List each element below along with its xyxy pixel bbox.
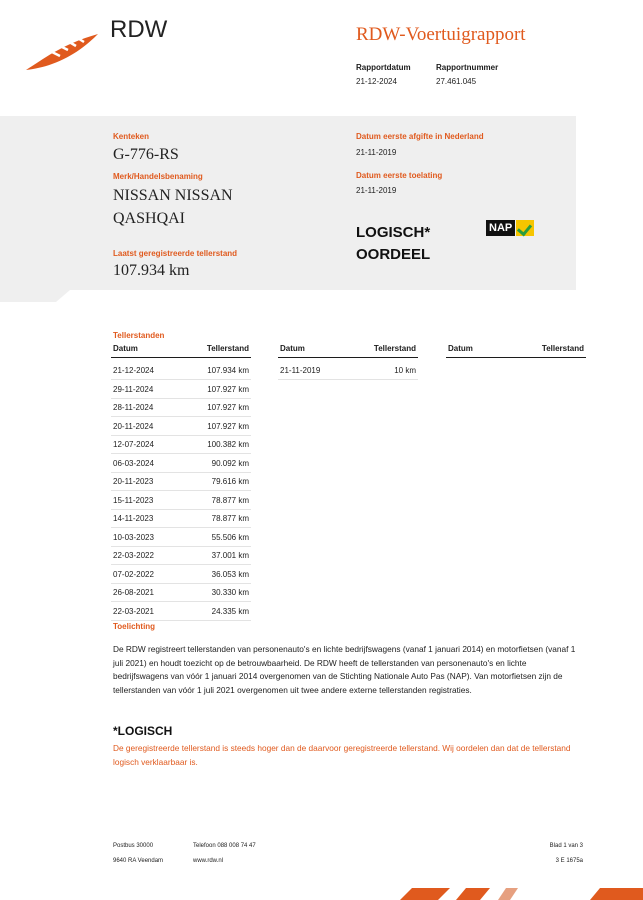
odometer-row-reading: 36.053 km: [211, 569, 249, 579]
odometer-value: 107.934 km: [113, 262, 190, 279]
table-1-header-line: [111, 357, 251, 358]
table-2-header-line: [278, 357, 418, 358]
col-date-header: Datum: [280, 344, 305, 353]
logisch-text: De geregistreerde tellerstand is steeds hoger dan de daarvoor geregistreerde tellerstand. Wij oordelen dan dat de tellerstand logisch verklaarbaar is.: [113, 743, 571, 767]
report-date-label: Rapportdatum: [356, 63, 411, 72]
odometer-row-reading: 55.506 km: [211, 532, 249, 542]
first-admission-date: 21-11-2019: [356, 186, 397, 195]
footer-phone: Telefoon 088 008 74 47: [193, 843, 256, 849]
explanation-text: De RDW registreert tellerstanden van personenauto's en lichte bedrijfswagens (vanaf 1 januari 2014) en motorfietsen (vanaf 1 juli 2021) en houdt toezicht op de betrouwbaarheid. De RDW heeft de tellerstanden van personenauto's en lichte bedrijfswagens van vóór 1 januari 2014 overgenomen van de Stichting Nationale Auto Pas (NAP). Van motorfietsen zijn de tellerstanden van vóór 1 juli 2021 overgenomen uit twee andere externe tellerstanden registraties.: [113, 644, 576, 696]
odometer-row-date: 20-11-2024: [113, 421, 154, 431]
odometer-row-reading: 10 km: [394, 366, 416, 375]
odometer-row: [111, 602, 251, 621]
brand-name: RDW: [110, 16, 168, 43]
footer-code: 3 E 1675a: [555, 858, 583, 864]
odometer-row: [111, 454, 251, 473]
odometer-row-reading: 37.001 km: [211, 551, 249, 560]
col-reading-header: Tellerstand: [373, 344, 416, 353]
rdw-feather-logo-icon: [22, 30, 102, 72]
explanation-title: Toelichting: [113, 622, 156, 631]
first-nl-label: Datum eerste afgifte in Nederland: [356, 132, 484, 141]
odometer-row-date: 06-03-2024: [113, 458, 154, 468]
report-number-label: Rapportnummer: [436, 63, 499, 72]
odometer-row: [111, 546, 251, 565]
make-label: Merk/Handelsbenaming: [113, 172, 203, 181]
odometer-row-date: 22-03-2021: [113, 606, 154, 616]
odometer-row-date: 20-11-2023: [113, 477, 154, 486]
odometer-row-reading: 107.927 km: [207, 384, 249, 394]
page-title: RDW-Voertuigrapport: [356, 24, 526, 45]
odometer-label: Laatst geregistreerde tellerstand: [113, 249, 238, 258]
footer-address-1: Postbus 30000: [113, 843, 154, 849]
odometer-row-date: 14-11-2023: [113, 514, 154, 523]
footer-stripes-icon: [390, 888, 643, 900]
footer-web[interactable]: www.rdw.nl: [193, 858, 224, 864]
col-date-header: Datum: [113, 344, 138, 353]
odometer-row-reading: 90.092 km: [211, 458, 249, 468]
odometer-row-reading: 107.927 km: [207, 403, 249, 412]
verdict-line-2: OORDEEL: [356, 246, 431, 263]
vehicle-summary-panel: [0, 116, 576, 290]
odometer-row-reading: 24.335 km: [211, 606, 249, 616]
odometer-row-date: 28-11-2024: [113, 403, 154, 412]
logisch-heading: *LOGISCH: [113, 724, 173, 738]
odometer-row: [111, 380, 251, 399]
odometer-row: [111, 361, 251, 380]
nap-logo-text: NAP: [486, 220, 515, 236]
plate-label: Kenteken: [113, 132, 150, 141]
odometer-row: [111, 509, 251, 528]
nap-logo-icon: [486, 219, 534, 237]
odometer-section-title: Tellerstanden: [113, 331, 165, 340]
odometer-row-reading: 107.934 km: [207, 366, 249, 375]
col-date-header: Datum: [448, 344, 473, 353]
odometer-row-reading: 30.330 km: [211, 588, 249, 597]
odometer-row-date: 26-08-2021: [113, 588, 154, 597]
report-number: 27.461.045: [436, 77, 477, 86]
odometer-row: [111, 528, 251, 547]
odometer-row: [111, 398, 251, 417]
col-reading-header: Tellerstand: [541, 344, 584, 353]
footer-page: Blad 1 van 3: [549, 843, 583, 849]
make-line-2: QASHQAI: [113, 210, 185, 227]
verdict-line-1: LOGISCH*: [356, 224, 431, 241]
odometer-row-date: 12-07-2024: [113, 440, 154, 449]
odometer-row-reading: 100.382 km: [207, 440, 249, 449]
make-line-1: NISSAN NISSAN: [113, 187, 233, 204]
odometer-row-date: 21-12-2024: [113, 366, 154, 375]
odometer-row-reading: 78.877 km: [211, 495, 249, 505]
nap-check-icon: [516, 220, 534, 236]
odometer-row-date: 22-03-2022: [113, 551, 154, 560]
odometer-row-reading: 79.616 km: [211, 477, 249, 486]
odometer-row: [278, 361, 418, 380]
odometer-row: [111, 472, 251, 491]
odometer-row-reading: 107.927 km: [207, 421, 249, 431]
odometer-row: [111, 491, 251, 510]
odometer-row: [111, 583, 251, 602]
odometer-row: [111, 417, 251, 436]
first-admission-label: Datum eerste toelating: [356, 171, 443, 180]
odometer-row: [111, 565, 251, 584]
table-3-header-line: [446, 357, 586, 358]
odometer-row-date: 15-11-2023: [113, 495, 154, 505]
plate-value: G-776-RS: [113, 146, 179, 163]
odometer-row-reading: 78.877 km: [211, 514, 249, 523]
odometer-row-date: 21-11-2019: [280, 366, 321, 375]
odometer-row: [111, 435, 251, 454]
footer-address-2: 9640 RA Veendam: [113, 858, 164, 864]
panel-notch: [0, 290, 70, 302]
verdict: [356, 222, 430, 266]
odometer-row-date: 07-02-2022: [113, 569, 154, 579]
col-reading-header: Tellerstand: [206, 344, 249, 353]
first-nl-date: 21-11-2019: [356, 148, 397, 157]
odometer-row-date: 29-11-2024: [113, 384, 154, 394]
odometer-row-date: 10-03-2023: [113, 532, 154, 542]
report-date: 21-12-2024: [356, 77, 397, 86]
